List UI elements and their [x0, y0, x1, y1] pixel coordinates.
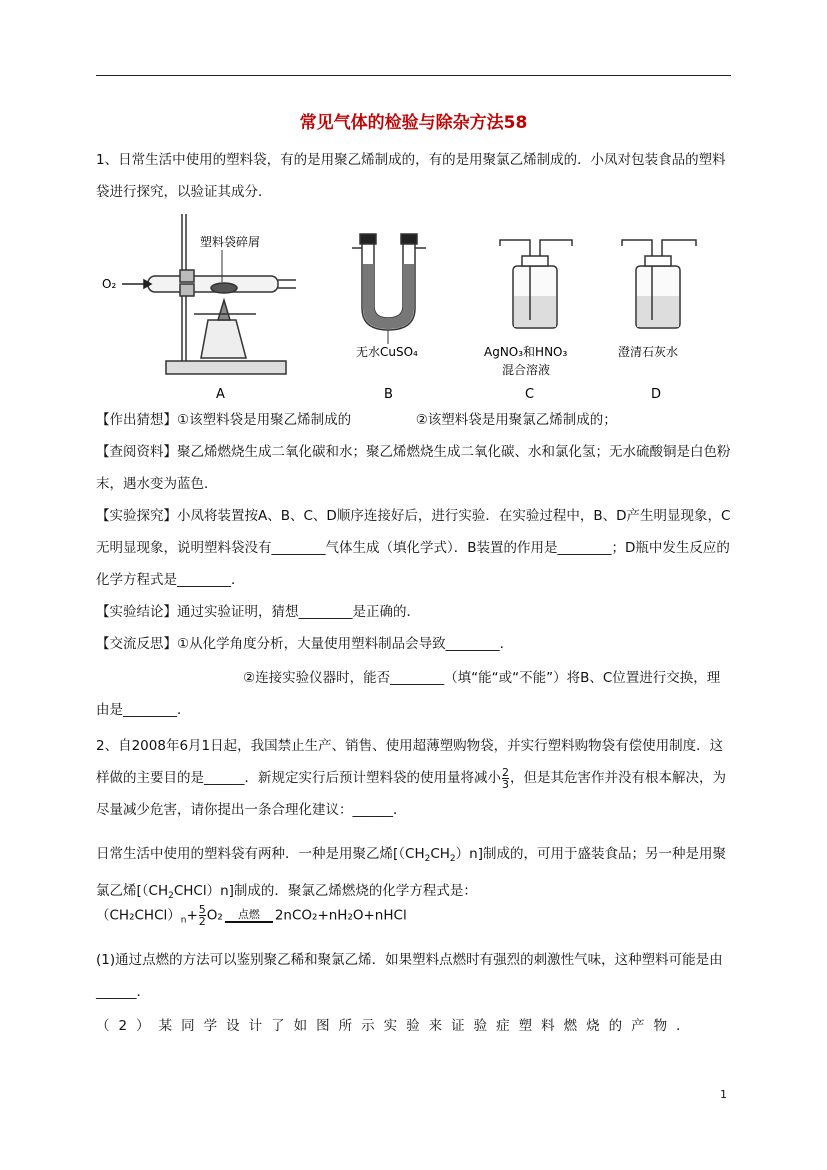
page-title: 常见气体的检验与除杂方法58 [299, 113, 528, 133]
reaction-arrow: 点燃 [225, 909, 273, 923]
q1-intro: 1、日常生活中使用的塑料袋，有的是用聚乙烯制成的，有的是用聚氯乙烯制成的．小凤对包装食品的塑料袋进行探究，以验证其成分． [96, 152, 726, 200]
header-rule [96, 75, 731, 76]
q1-guess1: 【作出猜想】①该塑料袋是用聚乙烯制成的 [96, 412, 352, 428]
o2-label: O₂ [102, 277, 117, 291]
apparatus-figure [96, 208, 733, 406]
q2-para2: 日常生活中使用的塑料袋有两种．一种是用聚乙烯$[(CH_2CH_2)n]$制成的，可用于盛装食品；另一种是用聚氯乙烯$[(CH_2CHCl)n]$制成的．聚氯乙烯燃烧的化学方程式是： [96, 846, 726, 901]
label-c-note1: AgNO₃和HNO₃ [484, 345, 568, 359]
letter-c: C [525, 387, 535, 402]
q2-sub1: (1)通过点燃的方法可以鉴别聚乙稀和聚氯乙烯．如果塑料点燃时有强烈的刺激性气味，这种塑料可能是由______． [96, 952, 723, 1000]
label-b-note: 无水CuSO₄ [356, 345, 418, 359]
q1-reflect2: ②连接实验仪器时，能否________（填“能“或“不能”）将B、C位置进行交换，理由是________． [96, 670, 721, 718]
apparatus-c [500, 240, 572, 328]
page-number: 1 [720, 1088, 727, 1101]
fraction-two-thirds: $\frac{2}{3}$ [502, 765, 509, 791]
q2-para1: 2、自2008年6月1日起，我国禁止生产、销售、使用超薄塑购物袋，并实行塑料购物袋有偿使用制度．这样做的主要目的是______．新规定实行后预计塑料袋的使用量将减小 $\frac{2}{3}$ ，但是其危害作并没有根本解决，为尽量减少危害，请你提出一条合理化建议：______． [96, 738, 726, 818]
letter-d: D [651, 387, 662, 402]
letter-b: B [384, 387, 393, 402]
q1-reflect1: 【交流反思】①从化学角度分析，大量使用塑料制品会导致________． [96, 636, 514, 652]
q1-conclusion: 【实验结论】通过实验证明，猜想________是正确的． [96, 604, 420, 620]
letter-a: A [216, 387, 225, 402]
apparatus-b [352, 234, 426, 330]
q2-sub2: （2）某同学设计了如图所示实验来证验症塑料燃烧的产物． [96, 1018, 699, 1034]
q1-explore: 【实验探究】小凤将装置按A、B、C、D顺序连接好后，进行实验．在实验过程中，B、D产生明显现象，C无明显现象，说明塑料袋没有________气体生成（填化学式）．B装置的作用是________；D瓶中发生反应的化学方程式是________． [96, 508, 731, 588]
label-c-note2: 混合溶液 [502, 363, 551, 377]
apparatus-d [622, 240, 696, 328]
q2-equation: $(CH_2CHCl)_n+$ $\frac{5}{2}$ O₂ 点燃 2nCO₂+nH₂O+nHCl [96, 903, 407, 928]
fraction-five-halves: $\frac{5}{2}$ [198, 903, 206, 928]
q1-guess2: ②该塑料袋是用聚氯乙烯制成的； [415, 412, 617, 428]
label-d-note: 澄清石灰水 [618, 345, 679, 359]
q1-guess-line [96, 404, 733, 436]
label-a-note: 塑料袋碎屑 [200, 235, 261, 249]
q1-info: 【查阅资料】聚乙烯燃烧生成二氧化碳和水；聚乙烯燃烧生成二氧化碳、水和氯化氢；无水硫酸铜是白色粉末，遇水变为蓝色． [96, 444, 731, 492]
o2-arrow [122, 280, 151, 288]
